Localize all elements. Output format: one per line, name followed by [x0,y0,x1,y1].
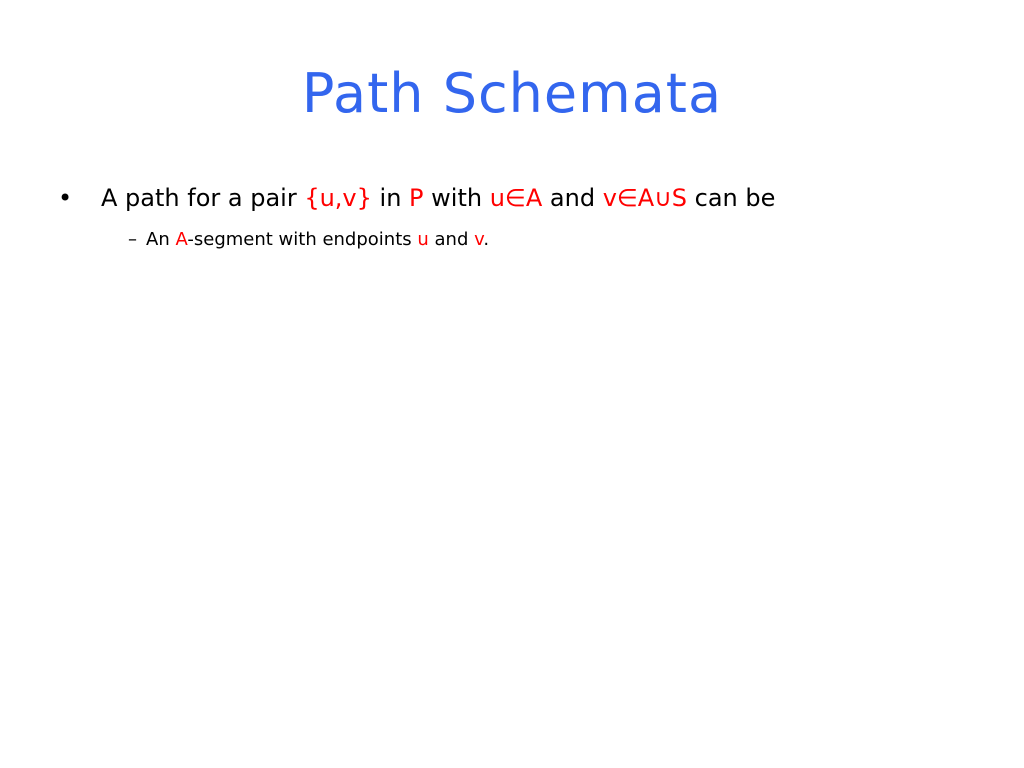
bullet-text-3: with [423,184,490,212]
bullet-marker: • [58,184,73,212]
sub-bullet-text-4: . [483,229,490,250]
bullet-text-5: can be [687,184,776,212]
endpoint-u-term: u [417,229,429,250]
bullet-text-2: in [371,184,410,212]
sub-bullet-marker: – [128,229,137,250]
v-membership-term: v∈A∪S [602,184,688,212]
segment-a-term: A [175,229,188,250]
pair-term: {u,v} [304,184,372,212]
bullet-text-4: and [542,184,603,212]
set-p-term: P [409,184,424,212]
bullet-item [58,182,775,214]
endpoint-v-term: v [474,229,484,250]
slide-title: Path Schemata [301,62,723,125]
sub-bullet-text-1: An [146,229,176,250]
sub-bullet-text-3: and [428,229,475,250]
bullet-text-1: A path for a pair [101,184,305,212]
u-membership-term: u∈A [489,184,543,212]
sub-bullet-text-2: -segment with endpoints [187,229,418,250]
sub-bullet-item [128,228,489,252]
